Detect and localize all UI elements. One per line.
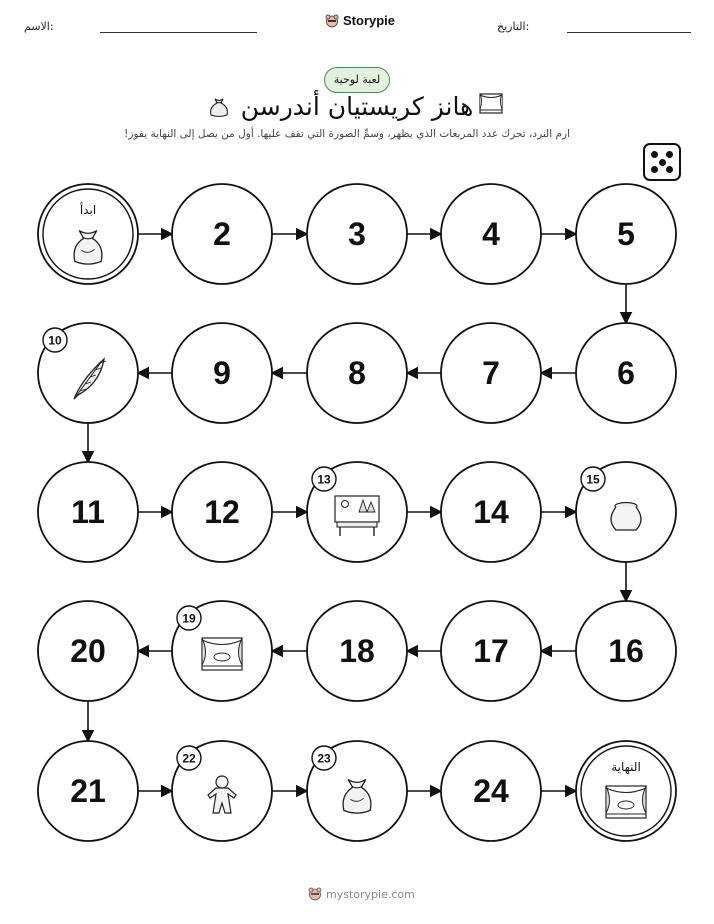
board-cell-21[interactable] <box>38 741 138 841</box>
cell-number-badge <box>581 467 605 491</box>
cell-number: 4 <box>482 216 500 252</box>
svg-text:13: 13 <box>317 472 331 487</box>
board-cell-6[interactable] <box>576 323 676 423</box>
cell-label: النهاية <box>611 760 641 774</box>
board-cell-5[interactable] <box>576 184 676 284</box>
board-cell-22[interactable] <box>172 741 272 841</box>
board-cell-19[interactable] <box>172 601 272 701</box>
name-label: الاسم: <box>24 20 54 33</box>
cell-number: 9 <box>213 355 231 391</box>
board-cell-24[interactable] <box>441 741 541 841</box>
cell-number-badge <box>312 746 336 770</box>
board-cell-4[interactable] <box>441 184 541 284</box>
date-label: التاريخ: <box>497 20 530 33</box>
cell-number: 16 <box>608 633 644 669</box>
cell-number: 3 <box>348 216 366 252</box>
board-cell-2[interactable] <box>172 184 272 284</box>
board-cell-11[interactable] <box>38 462 138 562</box>
cell-number: 20 <box>70 633 106 669</box>
board-cell-25[interactable] <box>576 741 676 841</box>
footer <box>308 887 415 901</box>
game-type-tag: لعبة لوحية <box>324 67 390 93</box>
cell-number: 18 <box>339 633 375 669</box>
board-cell-8[interactable] <box>307 323 407 423</box>
footer-url: mystorypie.com <box>326 887 415 901</box>
board-cell-12[interactable] <box>172 462 272 562</box>
svg-text:10: 10 <box>48 333 62 348</box>
cell-number-badge <box>312 467 336 491</box>
cell-number: 8 <box>348 355 366 391</box>
board-cell-16[interactable] <box>576 601 676 701</box>
board-cell-3[interactable] <box>307 184 407 284</box>
cell-number: 5 <box>617 216 635 252</box>
page-title: هانز كريستيان أندرسن <box>240 92 474 121</box>
board-cell-1[interactable] <box>38 184 138 284</box>
board-cell-7[interactable] <box>441 323 541 423</box>
cell-number-badge <box>43 328 67 352</box>
brand-name: Storypie <box>343 13 396 28</box>
cell-label: ابدأ <box>79 203 97 217</box>
cell-number: 24 <box>473 773 509 809</box>
board-cell-23[interactable] <box>307 741 407 841</box>
board-cell-15[interactable] <box>576 462 676 562</box>
cell-number: 17 <box>473 633 509 669</box>
cell-number: 14 <box>473 494 509 530</box>
cell-number-badge <box>177 746 201 770</box>
cell-number: 6 <box>617 355 635 391</box>
cell-number: 11 <box>71 494 105 530</box>
svg-text:19: 19 <box>182 611 196 626</box>
svg-text:22: 22 <box>182 751 196 766</box>
board-cell-18[interactable] <box>307 601 407 701</box>
mascot-icon <box>308 887 322 901</box>
cell-number: 21 <box>70 773 106 809</box>
svg-text:15: 15 <box>586 472 600 487</box>
board-cell-9[interactable] <box>172 323 272 423</box>
instructions: ارم النرد، تحرك عدد المربعات الذي يظهر، وسمِّ الصورة التي تقف عليها. أول من يصل إلى النهاية يفوز! <box>124 128 570 140</box>
cell-number: 2 <box>213 216 231 252</box>
cell-number: 12 <box>204 494 240 530</box>
cell-number: 7 <box>482 355 500 391</box>
board-cell-13[interactable] <box>307 462 407 562</box>
svg-text:23: 23 <box>317 751 331 766</box>
board-cell-14[interactable] <box>441 462 541 562</box>
board-cell-10[interactable] <box>38 323 138 423</box>
cell-number-badge <box>177 606 201 630</box>
pot-icon <box>611 503 641 531</box>
board-cell-17[interactable] <box>441 601 541 701</box>
board-cell-20[interactable] <box>38 601 138 701</box>
